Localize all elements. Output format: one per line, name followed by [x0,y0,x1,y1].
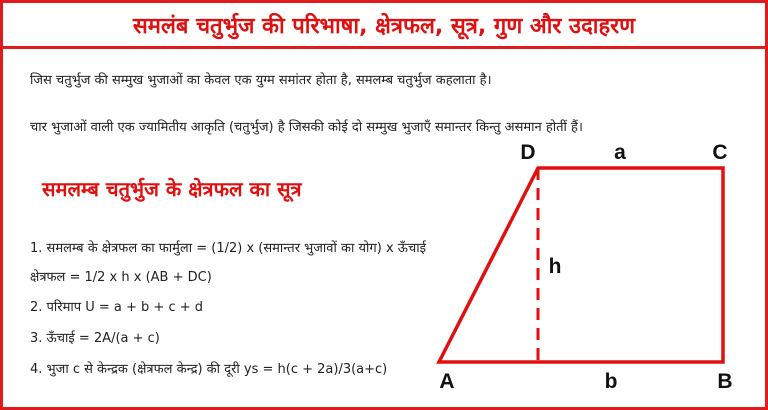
trapezoid-shape [439,168,723,362]
vertex-label-d: D [520,141,536,164]
vertex-label-a: A [439,370,455,393]
formula-area-description: 1. समलम्ब के क्षेत्रफल का फार्मुला = (1/2) x (समान्तर भुजावों का योग) x ऊँचाई [30,241,426,256]
side-label-a: a [614,141,626,164]
section-title: समलम्ब चतुर्भुज के क्षेत्रफल का सूत्र [42,177,302,201]
definition-text-2: चार भुजाओं वाली एक ज्यामितीय आकृति (चतुर्भुज) है जिसकी कोई दो सम्मुख भुजाएँ समान्तर किन्तु असमान होतीं हैं। [30,120,583,135]
height-label-h: h [548,255,562,278]
vertex-label-b: B [717,370,733,393]
definition-text-1: जिस चतुर्भुज की सम्मुख भुजाओं का केवल एक युग्म समांतर होता है, समलम्ब चतुर्भुज कहलाता है। [30,73,492,88]
formula-area: क्षेत्रफल = 1/2 x h x (AB + DC) [30,270,212,285]
page-title: समलंब चतुर्भुज की परिभाषा, क्षेत्रफल, सूत्र, गुण और उदाहरण [132,13,636,39]
side-label-b: b [604,370,618,393]
formula-perimeter: 2. परिमाप U = a + b + c + d [30,300,204,315]
trapezoid-diagram [420,130,750,400]
formula-centroid: 4. भुजा c से केन्द्रक (क्षेत्रफल केन्द्र) की दूरी ys = h(c + 2a)/3(a+c) [30,362,388,377]
vertex-label-c: C [712,141,728,164]
formula-height: 3. ऊँचाई = 2A/(a + c) [30,331,160,346]
header-bar [0,0,768,49]
